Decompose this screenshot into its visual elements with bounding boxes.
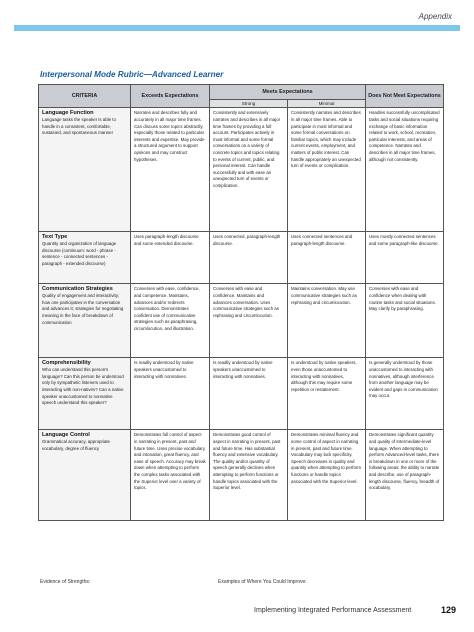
strong-cell: Converses with ease and confidence. Maintains and advances conversation. Uses communicative strategies such as rephrasing and circumlocution. [210,284,288,358]
strong-cell: Consistently and extensively narrates and describes in all major time frames by providing a full account. Participates actively in most informal and some formal conversations on a variety of concrete topics and topics relating to events of current, public, and personal interest. Can handle successfully and with ease an unexpected turn of events or complication. [210,108,288,232]
table-row [39,232,444,284]
minimal-cell: Is understood by native speakers, even those unaccustomed to interacting with nonnatives, although this may require some repetition or restatement. [288,358,366,430]
criterion-description: Language tasks the speaker is able to handle in a consistent, comfortable, sustained, and spontaneous manner [42,117,116,136]
not-meet-cell: Is generally understood by those unaccustomed to interacting with nonnatives, although interference from another language may be evident and gaps in communication may occur. [366,358,444,430]
criterion-name: Language Control [42,432,90,439]
header-rule [14,25,460,31]
section-label: Appendix [418,12,452,21]
minimal-cell: Uses connected sentences and paragraph-length discourse. [288,232,366,284]
rubric-table [38,84,444,521]
strong-cell: Uses connected, paragraph-length discourse. [210,232,288,284]
criterion-cell [39,430,131,521]
strong-cell: Is readily understood by native speakers unaccustomed to interacting with nonnatives. [210,358,288,430]
criterion-description: Grammatical accuracy, appropriate vocabulary, degree of fluency [42,439,110,451]
criterion-description: Who can understand this person's language? Can this person be understood only by sympathetic listeners used to interacting with non-natives? Can a native speaker unaccustomed to nonnative speech understand this speaker? [42,367,124,406]
table-row [39,284,444,358]
exceeds-cell: Is readily understood by native speakers unaccustomed to interacting with nonnatives. [131,358,210,430]
rubric-title: Interpersonal Mode Rubric—Advanced Learner [40,70,224,79]
not-meet-cell: Handles successfully uncomplicated tasks and social situations requiring exchange of basic information related to work, school, recreation, particular interests, and areas of competence. Narrates and describes in all major time frames, although not consistently. [366,108,444,232]
exceeds-cell: Demonstrates full control of aspect in narrating in present, past and future time. Uses precise vocabulary and intonation, great fluency, and ease of speech. Accuracy may break down when attempting to perform the complex tasks associated with the Superior level over a variety of topics. [131,430,210,521]
evidence-of-strengths: Evidence of Strengths: [40,579,91,585]
not-meet-cell: Converses with ease and confidence when dealing with routine tasks and social situations. May clarify by paraphrasing. [366,284,444,358]
examples-to-improve: Examples of Where You Could Improve: [218,579,307,585]
criterion-name: Text Type [42,234,68,241]
minimal-subheader: Minimal [288,100,366,108]
running-title: Implementing Integrated Performance Assessment [254,607,412,614]
criterion-name: Communication Strategies [42,286,113,293]
minimal-cell: Consistently narrates and describes in all major time frames. Able to participate in most informal and some formal conversations on familiar topics, which may include current events, employment, and matters of public interest. Can handle appropriately an unexpected turn of events or complication. [288,108,366,232]
minimal-cell: Demonstrates minimal fluency and some control of aspect in narrating in present, past and future time. Vocabulary may lack specificity. Speech decreases in quality and quantity when attempting to perform functions or handle topics associated with the Superior level. [288,430,366,521]
not-meet-cell: Uses mostly connected sentences and some paragraph-like discourse. [366,232,444,284]
meets-header: Meets Expectations [210,85,366,100]
criterion-cell [39,108,131,232]
strong-subheader: Strong [210,100,288,108]
exceeds-cell: Narrates and describes fully and accurately in all major time frames. Can discuss some topics abstractly, especially those related to particular interests and expertise. May provide a structured argument to support opinions and may construct hypotheses. [131,108,210,232]
strong-cell: Demonstrates good control of aspect in narrating in present, past and future time. Has substantial fluency and extensive vocabulary. The quality and/or quantity of speech generally declines when attempting to perform functions or handle topics associated with the Superior level. [210,430,288,521]
criterion-name: Comprehensibility [42,360,91,367]
table-row [39,108,444,232]
minimal-cell: Maintains conversation. May use communicative strategies such as rephrasing and circumlocution. [288,284,366,358]
exceeds-cell: Converses with ease, confidence, and competence. Maintains, advances and/or redirects conversation. Demonstrates confident use of communicative strategies such as paraphrasing, circumlocution, and illustration. [131,284,210,358]
criterion-description: Quality of engagement and interactivity; how one participates in the conversation and advances it; strategies for negotiating meaning in the face of breakdown of communication [42,293,124,325]
criterion-description: Quantity and organization of language discourse (continuum: word - phrase - sentence - connected sentences - paragraph - extended discourse) [42,241,117,266]
criterion-cell [39,232,131,284]
page-number: 129 [441,605,457,615]
criterion-cell [39,358,131,430]
exceeds-header: Exceeds Expectations [131,85,210,108]
criterion-name: Language Function [42,110,94,117]
exceeds-cell: Uses paragraph-length discourse and some extended discourse. [131,232,210,284]
criteria-header: CRITERIA [39,85,131,108]
criterion-cell [39,284,131,358]
not-meet-cell: Demonstrates significant quantity and quality of Intermediate-level language. When attempting to perform Advanced-level tasks, there is breakdown in one or more of the following areas: the ability to narrate and describe, use of paragraph-length discourse, fluency, breadth of vocabulary. [366,430,444,521]
table-row [39,430,444,521]
table-row [39,358,444,430]
not-meet-header: Does Not Meet Expectations [366,85,444,108]
